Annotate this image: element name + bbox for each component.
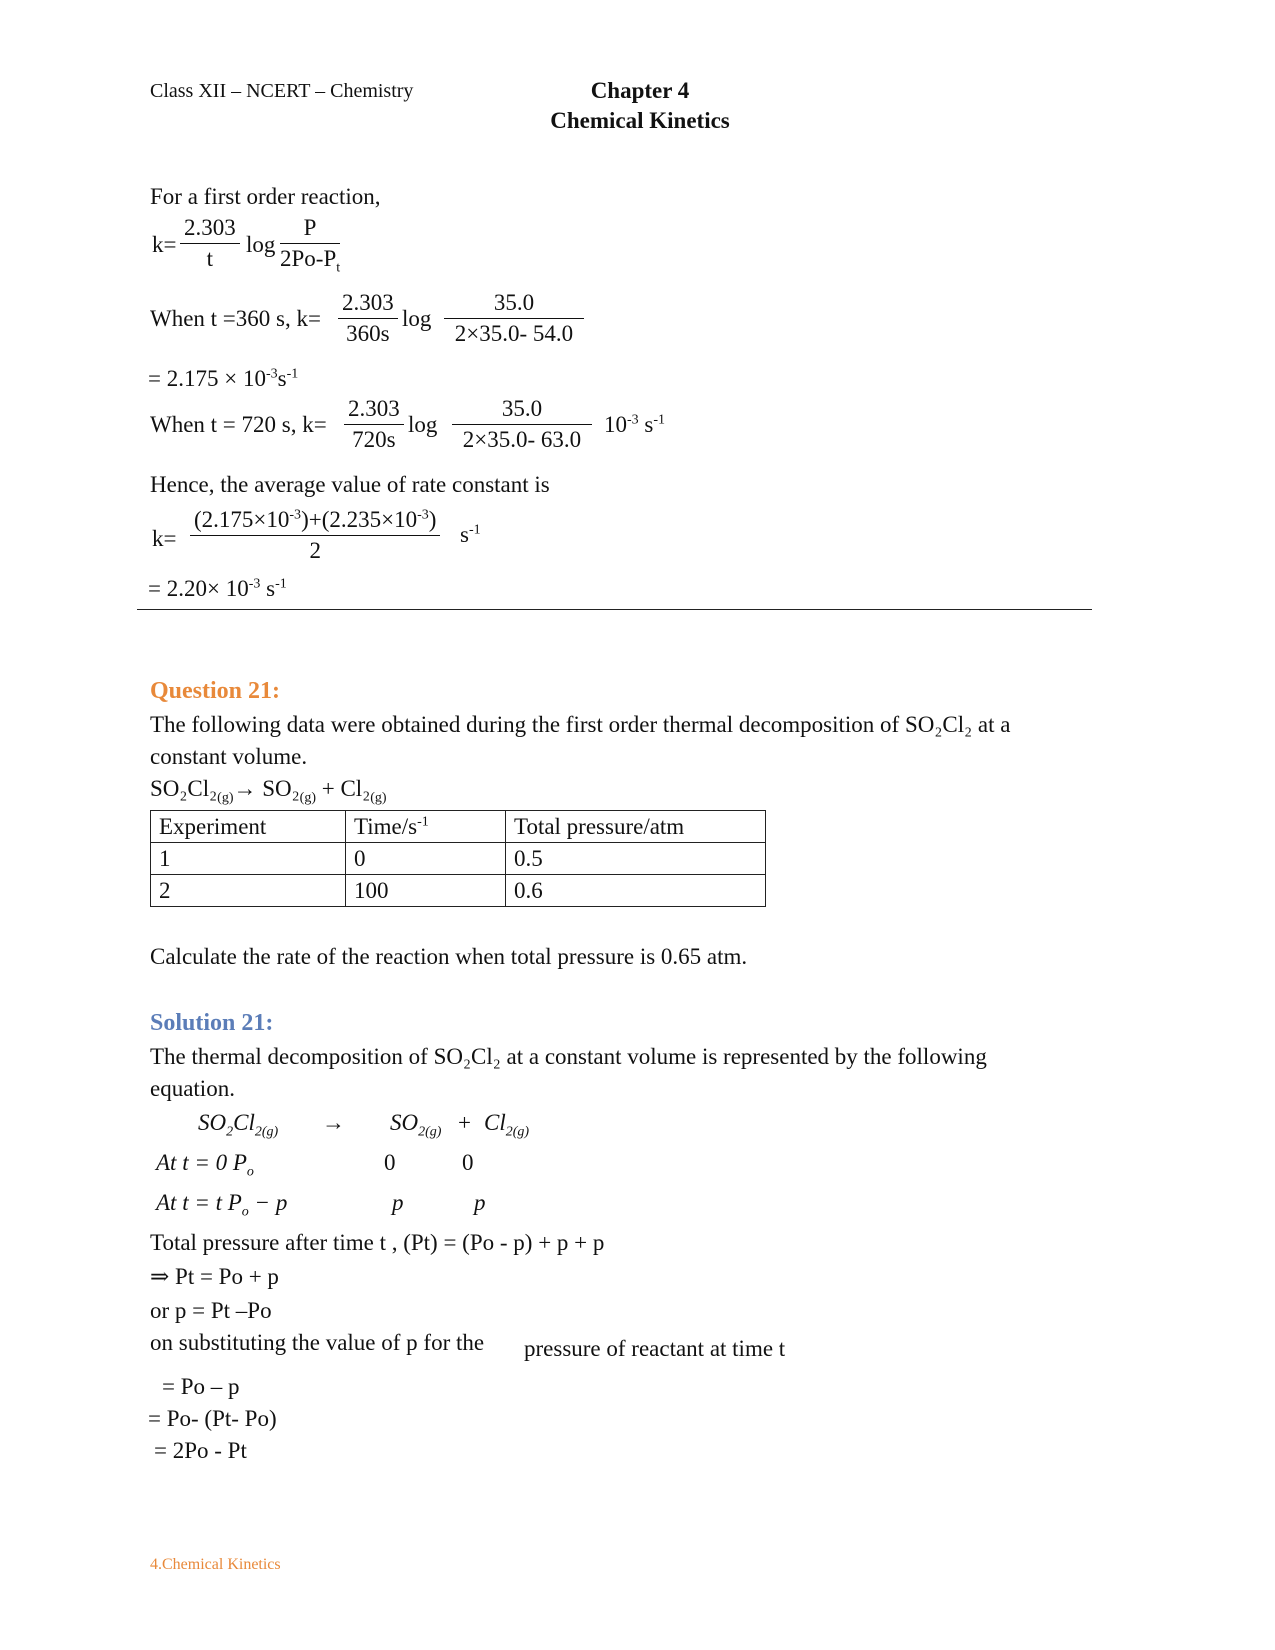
average-unit: $s^{-1}$ [460,522,481,547]
page-footer: 4.Chemical Kinetics [150,1556,281,1573]
chapter-number: Chapter 4 [590,78,690,103]
final-result: = $2.20\times 10^{-3}$ $s^{-1}$ [148,576,287,601]
table-row [151,875,766,907]
cell-pressure: 0.6 [506,875,766,907]
implies-line: ⇒ Pt = Po + p [150,1264,279,1289]
header-pressure: Total pressure/atm [506,811,766,843]
eq-product-cl2: $Cl_{2(g)}$ [484,1110,530,1140]
eq-product-so2: $SO_{2(g)}$ [390,1110,442,1140]
log-label: log [402,306,432,331]
total-pressure-line: Total pressure after time t , (Pt) = (Po - p) + p + p [150,1230,605,1255]
eq-row-t-v1: p [392,1190,404,1215]
intro-text: For a first order reaction, [150,184,381,209]
cell-time: 100 [346,875,506,907]
data-table [150,810,766,907]
result-360: = $2.175 \times 10^{-3}s^{-1}$ [148,366,299,391]
eq-arrow: → [322,1110,345,1135]
cell-pressure: 0.5 [506,843,766,875]
cell-experiment: 2 [151,875,346,907]
result-line-3: = 2Po - Pt [154,1438,247,1463]
eq-row-t-v2: p [474,1190,486,1215]
question-ask: Calculate the rate of the reaction when total pressure is 0.65 atm. [150,944,748,969]
chapter-heading [490,76,790,136]
fraction-p-over-2po-pt: $\frac{P}{2Po-P_t}$ [280,215,341,276]
header-class-label: Class XII – NCERT – Chemistry [150,80,414,102]
when-360-text: When t =360 s, k= [150,306,321,331]
solution-title: Solution 21: [150,1010,274,1036]
hence-text: Hence, the average value of rate constant is [150,472,550,497]
fraction-35-over-2x35-54: $\frac{35.0}{2\times 35.0- 54.0}$ [444,290,584,347]
substitute-line-a: on substituting the value of p for the [150,1330,485,1355]
chapter-title: Chemical Kinetics [550,108,730,133]
result-line-2: = Po- (Pt- Po) [148,1406,277,1431]
eq-plus: + [458,1110,471,1135]
eq-row-t: At t = t $P_o - p$ [156,1190,288,1220]
fraction-2303-over-t: $\frac{2.303}{t}$ [180,215,240,272]
eq-reactant: $SO_2Cl_{2(g)}$ [198,1110,279,1140]
fraction-2303-over-360s: $\frac{2.303}{360s}$ [338,290,398,347]
fraction-35-over-2x35-63: $\frac{35.0}{2\times 35.0- 63.0}$ [452,396,592,453]
k-equals: k= [152,232,177,257]
k-equals: k= [152,526,177,551]
result-line-1: = Po – p [162,1374,240,1399]
table-row [151,843,766,875]
header-time: Time/$s^{-1}$ [346,811,506,843]
cell-time: 0 [346,843,506,875]
or-line: or p = Pt –Po [150,1298,272,1323]
log-label: log [408,412,438,437]
eq-row-t0-v2: 0 [462,1150,474,1175]
solution-line-2: equation. [150,1076,235,1101]
cell-experiment: 1 [151,843,346,875]
fraction-2303-over-720s: $\frac{2.303}{720s}$ [344,396,404,453]
log-label: log [246,232,276,257]
eq-row-t0-v1: 0 [384,1150,396,1175]
question-line-1: The following data were obtained during the first order thermal decomposition of SO₂Cl₂ at a [150,712,1011,737]
question-line-2: constant volume. [150,744,308,769]
average-fraction: $\frac{(2.175\times 10^{-3})+(2.235\times 10^{-3})}{2}$ [190,507,440,564]
solution-line-1: The thermal decomposition of SO₂Cl₂ at a constant volume is represented by the following [150,1044,987,1069]
table-header-row [151,811,766,843]
section-divider [137,609,1092,610]
result-720-tail: $10^{-3}$ $s^{-1}$ [604,412,666,437]
substitute-line-b: pressure of reactant at time t [524,1336,786,1361]
question-title: Question 21: [150,678,281,704]
header-experiment: Experiment [151,811,346,843]
eq-row-t0: At t = 0 $P_o$ [156,1150,254,1180]
when-720-text: When t = 720 s, k= [150,412,327,437]
reaction-equation: $SO_2Cl_2_{(g)}\to SO_2_{(g)} + Cl_2_{(g)}$ [150,776,387,806]
